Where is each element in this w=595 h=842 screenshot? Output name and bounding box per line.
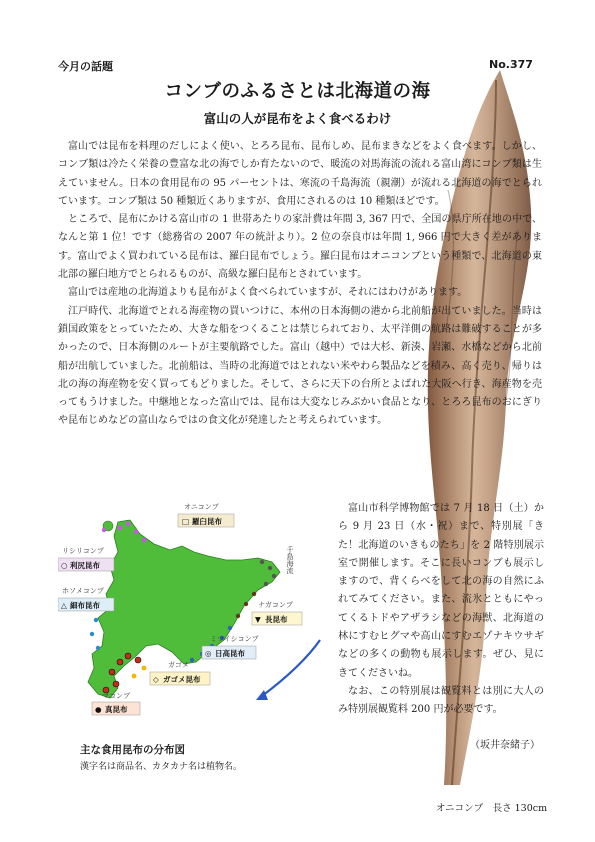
legend-gagome — [150, 661, 210, 685]
coast-markers-hosome — [90, 618, 100, 650]
series-label: 今月の話題 — [58, 60, 113, 73]
legend-naga — [252, 601, 302, 625]
legend-marker: ○ — [61, 561, 68, 570]
legend-ma — [92, 692, 140, 715]
current-arrow — [256, 640, 320, 700]
legend-species-label: ホソメコンブ — [62, 587, 104, 595]
author-credit: （坂井奈緒子） — [470, 740, 540, 751]
issue-number: No.377 — [489, 58, 533, 71]
legend-marker: ▼ — [255, 615, 261, 624]
map-note: 漢字名は商品名、カタカナ名は植物名。 — [80, 762, 243, 772]
legend-product-label: 利尻昆布 — [70, 561, 100, 570]
page-title: コンブのふるさとは北海道の海 — [164, 81, 431, 102]
legend-species-label: ナガコンブ — [258, 601, 293, 609]
legend-rausu — [178, 503, 234, 527]
kelp-distribution-map — [58, 500, 330, 740]
paragraph: 富山では産地の北海道よりも昆布がよく食べられていますが、それにはわけがあります。 — [68, 287, 468, 299]
legend-hosome — [58, 587, 114, 611]
legend-marker: ◇ — [153, 675, 159, 684]
legend-marker: ● — [95, 705, 102, 714]
paragraph: 富山市科学博物館では 7 月 18 日（土）から 9 月 23 日（水・祝）まで、特別展「きた！北海道のいきものたち」を 2 階特別展示室で開催します。そこに長いコンブも展示しますので、背くらべをして北の海の自然にふれてみてください。また、流氷とともにやってくるトドやアザラシなどの海獣、北海道の林にすむヒグマや高山にすむエゾナキウサギなどの多くの動物も展示します。ぜひ、見にきてくださいね。 — [338, 503, 544, 679]
legend-product-label: 細布昆布 — [70, 601, 100, 610]
map-caption: 主な食用昆布の分布図 — [80, 744, 185, 756]
legend-marker: □ — [182, 517, 190, 526]
exhibition-notice — [338, 500, 544, 720]
paragraph: 江戸時代、北海道でとれる海産物の買いつけに、本州の日本海側の港から北前船が出ていました。当時は鎖国政策をとっていたため、大きな船をつくることは禁じられており、太平洋側の航路は難破することが多かったので、日本海側のルートが主要航路でした。富山（越中）では大杉、新湊、岩瀬、水橋などから北前船が出航していました。北前船は、当時の北海道ではとれない米やわら製品などを積み、高く売り、帰りは北の海の海産物を安く買ってもどりました。そして、さらに天下の台所とよばれた大阪へ行き、海産物を売ってもうけました。中継地となった富山では、昆布は大変なじみぶかい食品となり、とろろ昆布のおにぎりや昆布じめなどの富山ならではの食文化が発達したと考えられています。 — [58, 305, 542, 427]
legend-species-label: オニコンブ — [184, 503, 219, 511]
legend-product-label: 長昆布 — [265, 615, 288, 624]
legend-marker: ◎ — [205, 649, 212, 658]
paragraph: なお、この特別展は観覧料とは別に大人のみ特別展観覧料 200 円が必要です。 — [338, 685, 544, 716]
legend-product-label: 羅臼昆布 — [192, 517, 222, 526]
legend-rishiri — [58, 547, 114, 571]
legend-species-label: ガゴメ — [168, 661, 189, 669]
paragraph: 富山では昆布を料理のだしによく使い、とろろ昆布、昆布しめ、昆布まきなどをよく食べます。しかし、コンブ類は冷たく栄養の豊富な北の海でしか育たないので、暖流の対馬海流の流れる富山湾にコンブ類は生えていません。日本の食用昆布の 95 パーセントは、寒流の千島海流（親潮）が流れる北海道の海でとられています。コンブ類は 50 種類近くありますが、食用にされるのは 10 種類ほどです。 — [58, 141, 542, 207]
article-body — [58, 138, 542, 431]
legend-product-label: ガゴメ昆布 — [163, 675, 201, 684]
coast-markers-gagome — [132, 666, 147, 679]
page-subtitle: 富山の人が昆布をよく食べるわけ — [203, 111, 392, 126]
paragraph: ところで、昆布にかける富山市の 1 世帯あたりの家計費は年間 3, 367 円で、全国の県庁所在地の中で、なんと第 1 位！です（総務省の 2007 年の統計より）。2 位の奈良市は年間 1, 966 円で大きく差があります。富山でよく買われている昆布は、羅臼昆布でしょう。羅臼昆布はオニコンブという種類で、北海道の東北部の羅臼地方でとられるものが、高級な羅臼昆布とされています。 — [58, 214, 542, 281]
hokkaido-landmass — [88, 520, 280, 698]
legend-product-label: 真昆布 — [105, 705, 128, 714]
legend-species-label: マコンブ — [102, 692, 130, 700]
photo-caption: オニコンブ 長さ 130cm — [436, 803, 548, 814]
legend-species-label: ミツイシコンブ — [210, 635, 259, 643]
legend-marker: △ — [61, 601, 67, 610]
legend-species-label: リシリコンブ — [62, 547, 104, 555]
legend-product-label: 日高昆布 — [215, 649, 245, 658]
current-label: 千島海流 — [286, 546, 294, 574]
legend-hidaka — [202, 635, 259, 659]
